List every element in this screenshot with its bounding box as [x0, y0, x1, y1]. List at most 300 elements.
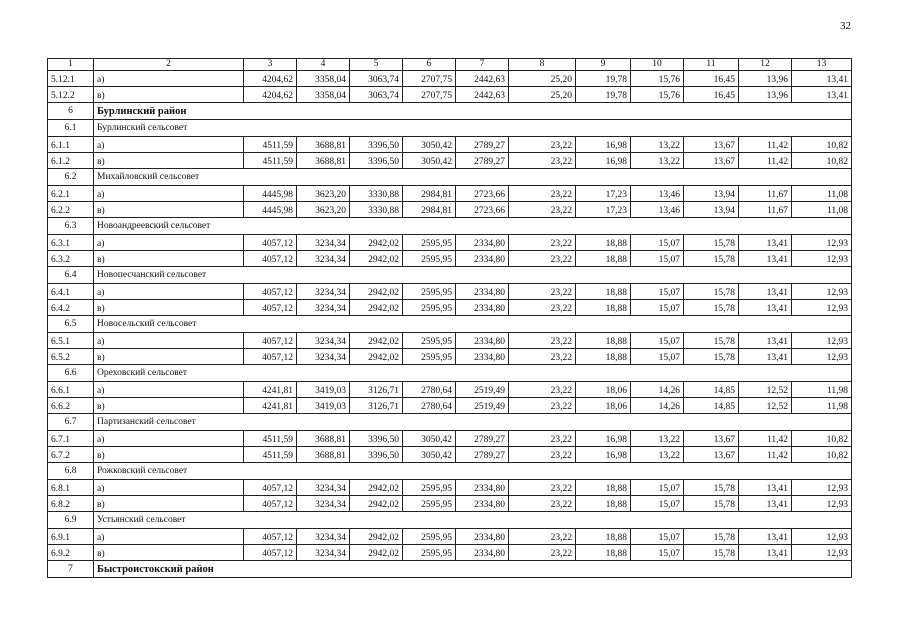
council-title: Устьянский сельсовет — [94, 512, 852, 529]
value-cell: 13,96 — [739, 87, 792, 103]
value-cell: 16,98 — [576, 137, 631, 153]
value-cell: 10,82 — [792, 447, 852, 463]
value-cell: 10,82 — [792, 431, 852, 447]
value-cell: 12,93 — [792, 480, 852, 496]
value-cell: 18,06 — [576, 382, 631, 398]
value-cell: 23,22 — [509, 529, 576, 545]
row-label: а) — [94, 382, 244, 398]
value-cell: 18,88 — [576, 300, 631, 316]
value-cell: 13,41 — [739, 480, 792, 496]
value-cell: 13,67 — [684, 137, 739, 153]
value-cell: 2723,66 — [456, 202, 509, 218]
row-label: в) — [94, 496, 244, 512]
value-cell: 23,22 — [509, 251, 576, 267]
value-cell: 13,41 — [739, 251, 792, 267]
value-cell: 13,22 — [631, 447, 684, 463]
value-cell: 16,45 — [684, 71, 739, 87]
table-row — [48, 333, 852, 349]
value-cell: 2942,02 — [350, 300, 403, 316]
value-cell: 23,22 — [509, 398, 576, 414]
value-cell: 2942,02 — [350, 333, 403, 349]
row-number: 6.1.1 — [48, 137, 94, 153]
value-cell: 4511,59 — [244, 431, 297, 447]
value-cell: 15,07 — [631, 480, 684, 496]
table-row — [48, 71, 852, 87]
value-cell: 3126,71 — [350, 398, 403, 414]
row-number: 6.7.2 — [48, 447, 94, 463]
row-number: 6.7.1 — [48, 431, 94, 447]
region-title: Бурлинский район — [94, 103, 852, 120]
value-cell: 2519,49 — [456, 382, 509, 398]
value-cell: 3050,42 — [403, 153, 456, 169]
value-cell: 3623,20 — [297, 186, 350, 202]
value-cell: 2519,49 — [456, 398, 509, 414]
value-cell: 3358,04 — [297, 71, 350, 87]
value-cell: 13,67 — [684, 447, 739, 463]
value-cell: 13,41 — [739, 333, 792, 349]
value-cell: 4511,59 — [244, 153, 297, 169]
council-row — [48, 512, 852, 529]
column-header: 8 — [509, 59, 576, 71]
value-cell: 4057,12 — [244, 251, 297, 267]
value-cell: 16,98 — [576, 431, 631, 447]
value-cell: 2984,81 — [403, 186, 456, 202]
value-cell: 2595,95 — [403, 284, 456, 300]
value-cell: 13,22 — [631, 137, 684, 153]
value-cell: 2595,95 — [403, 480, 456, 496]
value-cell: 2707,75 — [403, 87, 456, 103]
value-cell: 19,78 — [576, 71, 631, 87]
value-cell: 12,93 — [792, 300, 852, 316]
value-cell: 4057,12 — [244, 545, 297, 561]
value-cell: 12,93 — [792, 333, 852, 349]
table-row — [48, 235, 852, 251]
table-row — [48, 153, 852, 169]
row-label: в) — [94, 251, 244, 267]
page-number: 32 — [840, 20, 851, 32]
tariff-table — [47, 58, 852, 578]
row-number: 6.4.2 — [48, 300, 94, 316]
value-cell: 3050,42 — [403, 137, 456, 153]
council-title: Новопесчанский сельсовет — [94, 267, 852, 284]
value-cell: 12,93 — [792, 545, 852, 561]
value-cell: 3396,50 — [350, 153, 403, 169]
row-number: 6.1.2 — [48, 153, 94, 169]
table-row — [48, 382, 852, 398]
value-cell: 11,08 — [792, 202, 852, 218]
value-cell: 11,08 — [792, 186, 852, 202]
section-number: 6.1 — [48, 120, 94, 137]
table-body — [48, 59, 852, 578]
value-cell: 4057,12 — [244, 333, 297, 349]
value-cell: 13,41 — [739, 235, 792, 251]
value-cell: 2595,95 — [403, 333, 456, 349]
value-cell: 13,41 — [739, 284, 792, 300]
value-cell: 2789,27 — [456, 447, 509, 463]
value-cell: 11,67 — [739, 186, 792, 202]
value-cell: 14,26 — [631, 382, 684, 398]
value-cell: 4057,12 — [244, 480, 297, 496]
row-label: а) — [94, 480, 244, 496]
value-cell: 2789,27 — [456, 153, 509, 169]
value-cell: 25,20 — [509, 87, 576, 103]
council-title: Михайловский сельсовет — [94, 169, 852, 186]
value-cell: 2789,27 — [456, 137, 509, 153]
value-cell: 3063,74 — [350, 71, 403, 87]
value-cell: 2942,02 — [350, 284, 403, 300]
value-cell: 3234,34 — [297, 349, 350, 365]
value-cell: 2334,80 — [456, 235, 509, 251]
value-cell: 13,41 — [739, 349, 792, 365]
value-cell: 2723,66 — [456, 186, 509, 202]
column-header: 7 — [456, 59, 509, 71]
value-cell: 3234,34 — [297, 529, 350, 545]
value-cell: 18,88 — [576, 235, 631, 251]
value-cell: 18,88 — [576, 349, 631, 365]
council-title: Рожковский сельсовет — [94, 463, 852, 480]
value-cell: 14,26 — [631, 398, 684, 414]
value-cell: 3688,81 — [297, 137, 350, 153]
value-cell: 15,76 — [631, 71, 684, 87]
column-header: 6 — [403, 59, 456, 71]
table-row — [48, 480, 852, 496]
value-cell: 3419,03 — [297, 398, 350, 414]
value-cell: 11,67 — [739, 202, 792, 218]
row-label: а) — [94, 431, 244, 447]
value-cell: 2334,80 — [456, 251, 509, 267]
value-cell: 4057,12 — [244, 300, 297, 316]
row-label: а) — [94, 529, 244, 545]
value-cell: 23,22 — [509, 186, 576, 202]
value-cell: 3126,71 — [350, 382, 403, 398]
value-cell: 3234,34 — [297, 545, 350, 561]
value-cell: 18,88 — [576, 480, 631, 496]
row-number: 6.5.2 — [48, 349, 94, 365]
column-header: 11 — [684, 59, 739, 71]
value-cell: 3396,50 — [350, 137, 403, 153]
value-cell: 2334,80 — [456, 284, 509, 300]
value-cell: 15,78 — [684, 480, 739, 496]
value-cell: 13,41 — [792, 87, 852, 103]
column-header: 2 — [94, 59, 244, 71]
value-cell: 15,78 — [684, 300, 739, 316]
region-title: Быстроистокский район — [94, 561, 852, 578]
section-number: 6.8 — [48, 463, 94, 480]
value-cell: 2942,02 — [350, 480, 403, 496]
value-cell: 13,67 — [684, 153, 739, 169]
row-number: 6.2.1 — [48, 186, 94, 202]
value-cell: 15,78 — [684, 284, 739, 300]
value-cell: 14,85 — [684, 398, 739, 414]
table-row — [48, 496, 852, 512]
section-number: 6 — [48, 103, 94, 120]
value-cell: 15,76 — [631, 87, 684, 103]
value-cell: 2707,75 — [403, 71, 456, 87]
value-cell: 15,78 — [684, 251, 739, 267]
row-number: 6.8.2 — [48, 496, 94, 512]
value-cell: 13,94 — [684, 202, 739, 218]
value-cell: 23,22 — [509, 235, 576, 251]
value-cell: 3688,81 — [297, 431, 350, 447]
value-cell: 2984,81 — [403, 202, 456, 218]
value-cell: 3050,42 — [403, 431, 456, 447]
value-cell: 2780,64 — [403, 382, 456, 398]
value-cell: 16,45 — [684, 87, 739, 103]
council-row — [48, 414, 852, 431]
value-cell: 15,78 — [684, 349, 739, 365]
value-cell: 15,07 — [631, 235, 684, 251]
value-cell: 3330,88 — [350, 186, 403, 202]
table-row — [48, 431, 852, 447]
value-cell: 2595,95 — [403, 349, 456, 365]
table-row — [48, 251, 852, 267]
value-cell: 15,07 — [631, 529, 684, 545]
value-cell: 23,22 — [509, 496, 576, 512]
value-cell: 2595,95 — [403, 496, 456, 512]
value-cell: 15,07 — [631, 300, 684, 316]
value-cell: 16,98 — [576, 447, 631, 463]
value-cell: 2942,02 — [350, 545, 403, 561]
section-number: 6.9 — [48, 512, 94, 529]
value-cell: 17,23 — [576, 186, 631, 202]
value-cell: 15,07 — [631, 496, 684, 512]
table-row — [48, 545, 852, 561]
row-number: 6.6.1 — [48, 382, 94, 398]
value-cell: 2595,95 — [403, 529, 456, 545]
header-row — [48, 59, 852, 71]
value-cell: 2334,80 — [456, 349, 509, 365]
row-number: 5.12.1 — [48, 71, 94, 87]
value-cell: 15,07 — [631, 349, 684, 365]
column-header: 5 — [350, 59, 403, 71]
value-cell: 3419,03 — [297, 382, 350, 398]
table-row — [48, 300, 852, 316]
row-label: в) — [94, 447, 244, 463]
value-cell: 11,42 — [739, 153, 792, 169]
value-cell: 13,46 — [631, 186, 684, 202]
value-cell: 3234,34 — [297, 333, 350, 349]
value-cell: 13,41 — [792, 71, 852, 87]
value-cell: 14,85 — [684, 382, 739, 398]
value-cell: 11,42 — [739, 431, 792, 447]
row-number: 6.3.2 — [48, 251, 94, 267]
row-label: а) — [94, 71, 244, 87]
value-cell: 4241,81 — [244, 382, 297, 398]
section-number: 6.7 — [48, 414, 94, 431]
value-cell: 15,07 — [631, 284, 684, 300]
section-number: 6.5 — [48, 316, 94, 333]
value-cell: 23,22 — [509, 447, 576, 463]
value-cell: 16,98 — [576, 153, 631, 169]
value-cell: 23,22 — [509, 333, 576, 349]
value-cell: 2942,02 — [350, 349, 403, 365]
value-cell: 13,94 — [684, 186, 739, 202]
value-cell: 11,98 — [792, 398, 852, 414]
value-cell: 3234,34 — [297, 235, 350, 251]
value-cell: 18,06 — [576, 398, 631, 414]
value-cell: 19,78 — [576, 87, 631, 103]
council-row — [48, 365, 852, 382]
value-cell: 12,52 — [739, 382, 792, 398]
section-number: 6.4 — [48, 267, 94, 284]
row-number: 6.2.2 — [48, 202, 94, 218]
value-cell: 2942,02 — [350, 251, 403, 267]
value-cell: 2334,80 — [456, 545, 509, 561]
council-row — [48, 120, 852, 137]
value-cell: 11,42 — [739, 447, 792, 463]
row-label: а) — [94, 235, 244, 251]
value-cell: 4511,59 — [244, 137, 297, 153]
value-cell: 4241,81 — [244, 398, 297, 414]
table-row — [48, 447, 852, 463]
value-cell: 2334,80 — [456, 333, 509, 349]
value-cell: 23,22 — [509, 382, 576, 398]
council-title: Ореховский сельсовет — [94, 365, 852, 382]
row-label: а) — [94, 284, 244, 300]
value-cell: 15,78 — [684, 496, 739, 512]
council-row — [48, 218, 852, 235]
value-cell: 4511,59 — [244, 447, 297, 463]
value-cell: 15,07 — [631, 333, 684, 349]
value-cell: 2780,64 — [403, 398, 456, 414]
row-number: 6.3.1 — [48, 235, 94, 251]
value-cell: 10,82 — [792, 137, 852, 153]
value-cell: 23,22 — [509, 153, 576, 169]
council-title: Бурлинский сельсовет — [94, 120, 852, 137]
table-row — [48, 87, 852, 103]
value-cell: 23,22 — [509, 137, 576, 153]
value-cell: 13,41 — [739, 529, 792, 545]
row-number: 6.9.2 — [48, 545, 94, 561]
value-cell: 13,41 — [739, 545, 792, 561]
value-cell: 12,93 — [792, 349, 852, 365]
value-cell: 4057,12 — [244, 235, 297, 251]
row-label: в) — [94, 349, 244, 365]
value-cell: 2789,27 — [456, 431, 509, 447]
table-row — [48, 202, 852, 218]
row-label: в) — [94, 398, 244, 414]
value-cell: 2442,63 — [456, 71, 509, 87]
region-row — [48, 103, 852, 120]
value-cell: 12,93 — [792, 496, 852, 512]
row-number: 6.5.1 — [48, 333, 94, 349]
value-cell: 15,78 — [684, 529, 739, 545]
row-label: а) — [94, 333, 244, 349]
value-cell: 2595,95 — [403, 300, 456, 316]
council-title: Новосельский сельсовет — [94, 316, 852, 333]
value-cell: 18,88 — [576, 284, 631, 300]
row-label: в) — [94, 300, 244, 316]
value-cell: 3396,50 — [350, 431, 403, 447]
row-label: в) — [94, 153, 244, 169]
row-label: а) — [94, 186, 244, 202]
table-row — [48, 398, 852, 414]
section-number: 7 — [48, 561, 94, 578]
value-cell: 2442,63 — [456, 87, 509, 103]
value-cell: 15,78 — [684, 333, 739, 349]
row-label: а) — [94, 137, 244, 153]
row-number: 6.8.1 — [48, 480, 94, 496]
value-cell: 4204,62 — [244, 71, 297, 87]
value-cell: 2334,80 — [456, 480, 509, 496]
column-header: 9 — [576, 59, 631, 71]
column-header: 4 — [297, 59, 350, 71]
council-title: Партизанский сельсовет — [94, 414, 852, 431]
region-row — [48, 561, 852, 578]
value-cell: 18,88 — [576, 529, 631, 545]
value-cell: 23,22 — [509, 284, 576, 300]
council-row — [48, 463, 852, 480]
value-cell: 3234,34 — [297, 284, 350, 300]
value-cell: 18,88 — [576, 545, 631, 561]
row-number: 6.6.2 — [48, 398, 94, 414]
value-cell: 23,22 — [509, 480, 576, 496]
council-title: Новоандреевский сельсовет — [94, 218, 852, 235]
value-cell: 2595,95 — [403, 545, 456, 561]
value-cell: 2595,95 — [403, 251, 456, 267]
value-cell: 23,22 — [509, 545, 576, 561]
value-cell: 11,98 — [792, 382, 852, 398]
table-row — [48, 349, 852, 365]
value-cell: 3063,74 — [350, 87, 403, 103]
table-row — [48, 137, 852, 153]
value-cell: 23,22 — [509, 349, 576, 365]
value-cell: 13,22 — [631, 431, 684, 447]
value-cell: 2334,80 — [456, 300, 509, 316]
value-cell: 13,67 — [684, 431, 739, 447]
value-cell: 3050,42 — [403, 447, 456, 463]
value-cell: 4445,98 — [244, 202, 297, 218]
value-cell: 3234,34 — [297, 251, 350, 267]
value-cell: 3623,20 — [297, 202, 350, 218]
column-header: 10 — [631, 59, 684, 71]
value-cell: 23,22 — [509, 431, 576, 447]
value-cell: 4057,12 — [244, 529, 297, 545]
value-cell: 18,88 — [576, 333, 631, 349]
column-header: 1 — [48, 59, 94, 71]
value-cell: 3234,34 — [297, 300, 350, 316]
value-cell: 12,93 — [792, 251, 852, 267]
value-cell: 12,93 — [792, 235, 852, 251]
column-header: 13 — [792, 59, 852, 71]
value-cell: 23,22 — [509, 202, 576, 218]
row-label: в) — [94, 202, 244, 218]
value-cell: 12,93 — [792, 529, 852, 545]
value-cell: 12,52 — [739, 398, 792, 414]
value-cell: 11,42 — [739, 137, 792, 153]
row-number: 6.9.1 — [48, 529, 94, 545]
value-cell: 18,88 — [576, 251, 631, 267]
table-row — [48, 529, 852, 545]
value-cell: 25,20 — [509, 71, 576, 87]
value-cell: 18,88 — [576, 496, 631, 512]
value-cell: 2595,95 — [403, 235, 456, 251]
table-row — [48, 186, 852, 202]
value-cell: 17,23 — [576, 202, 631, 218]
value-cell: 2942,02 — [350, 496, 403, 512]
value-cell: 2942,02 — [350, 235, 403, 251]
council-row — [48, 267, 852, 284]
value-cell: 15,78 — [684, 545, 739, 561]
column-header: 12 — [739, 59, 792, 71]
row-label: в) — [94, 545, 244, 561]
row-number: 6.4.1 — [48, 284, 94, 300]
value-cell: 2942,02 — [350, 529, 403, 545]
value-cell: 12,93 — [792, 284, 852, 300]
value-cell: 4204,62 — [244, 87, 297, 103]
value-cell: 3234,34 — [297, 480, 350, 496]
value-cell: 3358,04 — [297, 87, 350, 103]
